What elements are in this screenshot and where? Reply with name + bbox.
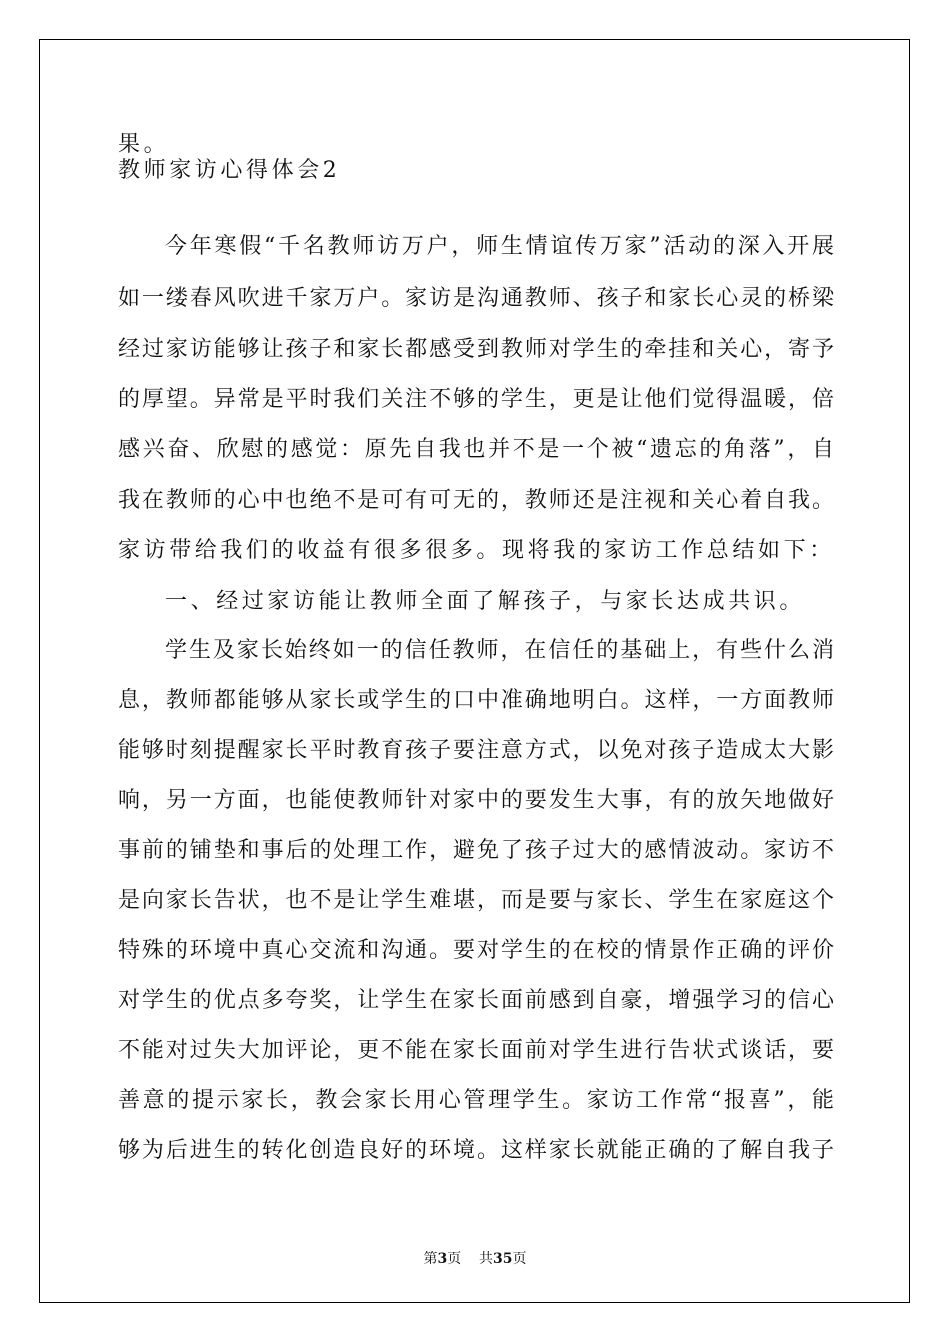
text-line: 是向家长告状，也不是让学生难堪，而是要与家长、学生在家庭这个 — [118, 888, 834, 913]
text-line: 的厚望。异常是平时我们关注不够的学生，更是让他们觉得温暖，倍 — [118, 387, 834, 412]
text-line: 响，另一方面，也能使教师针对家中的要发生大事，有的放矢地做好 — [118, 788, 834, 813]
total-prefix: 共 — [479, 1251, 494, 1267]
text-line: 如一缕春风吹进千家万户。家访是沟通教师、孩子和家长心灵的桥梁 — [118, 286, 834, 311]
text-line: 今年寒假“千名教师访万户，师生情谊传万家”活动的深入开展 — [165, 234, 834, 259]
text-line: 善意的提示家长，教会家长用心管理学生。家访工作常“报喜”，能 — [118, 1088, 834, 1113]
text-line: 果。 — [118, 132, 170, 157]
page-footer — [0, 1248, 950, 1268]
text-line: 感兴奋、欣慰的感觉：原先自我也并不是一个被“遗忘的角落”，自 — [118, 437, 834, 462]
text-line: 家访带给我们的收益有很多很多。现将我的家访工作总结如下： — [118, 538, 835, 563]
text-line: 学生及家长始终如一的信任教师，在信任的基础上，有些什么消 — [165, 638, 834, 663]
text-line: 特殊的环境中真心交流和沟通。要对学生的在校的情景作正确的评价 — [118, 938, 834, 963]
total-suffix: 页 — [512, 1251, 527, 1267]
total-pages: 35 — [493, 1251, 513, 1267]
text-line: 够为后进生的转化创造良好的环境。这样家长就能正确的了解自我子 — [118, 1138, 834, 1163]
text-line: 事前的铺垫和事后的处理工作，避免了孩子过大的感情波动。家访不 — [118, 838, 834, 863]
text-line: 对学生的优点多夸奖，让学生在家长面前感到自豪，增强学习的信心 — [118, 988, 834, 1013]
text-line: 能够时刻提醒家长平时教育孩子要注意方式，以免对孩子造成太大影 — [118, 738, 834, 763]
text-line: 不能对过失大加评论，更不能在家长面前对学生进行告状式谈话，要 — [118, 1038, 834, 1063]
text-line: 一、经过家访能让教师全面了解孩子，与家长达成共识。 — [165, 589, 806, 614]
page-number: 3 — [437, 1251, 448, 1267]
page-suffix: 页 — [447, 1251, 462, 1267]
text-line: 经过家访能够让孩子和家长都感受到教师对学生的牵挂和关心，寄予 — [118, 337, 834, 362]
section-heading: 教师家访心得体会2 — [118, 158, 341, 183]
page-prefix: 第 — [423, 1251, 438, 1267]
text-line: 我在教师的心中也绝不是可有可无的，教师还是注视和关心着自我。 — [118, 488, 834, 513]
text-line: 息，教师都能够从家长或学生的口中准确地明白。这样，一方面教师 — [118, 688, 834, 713]
